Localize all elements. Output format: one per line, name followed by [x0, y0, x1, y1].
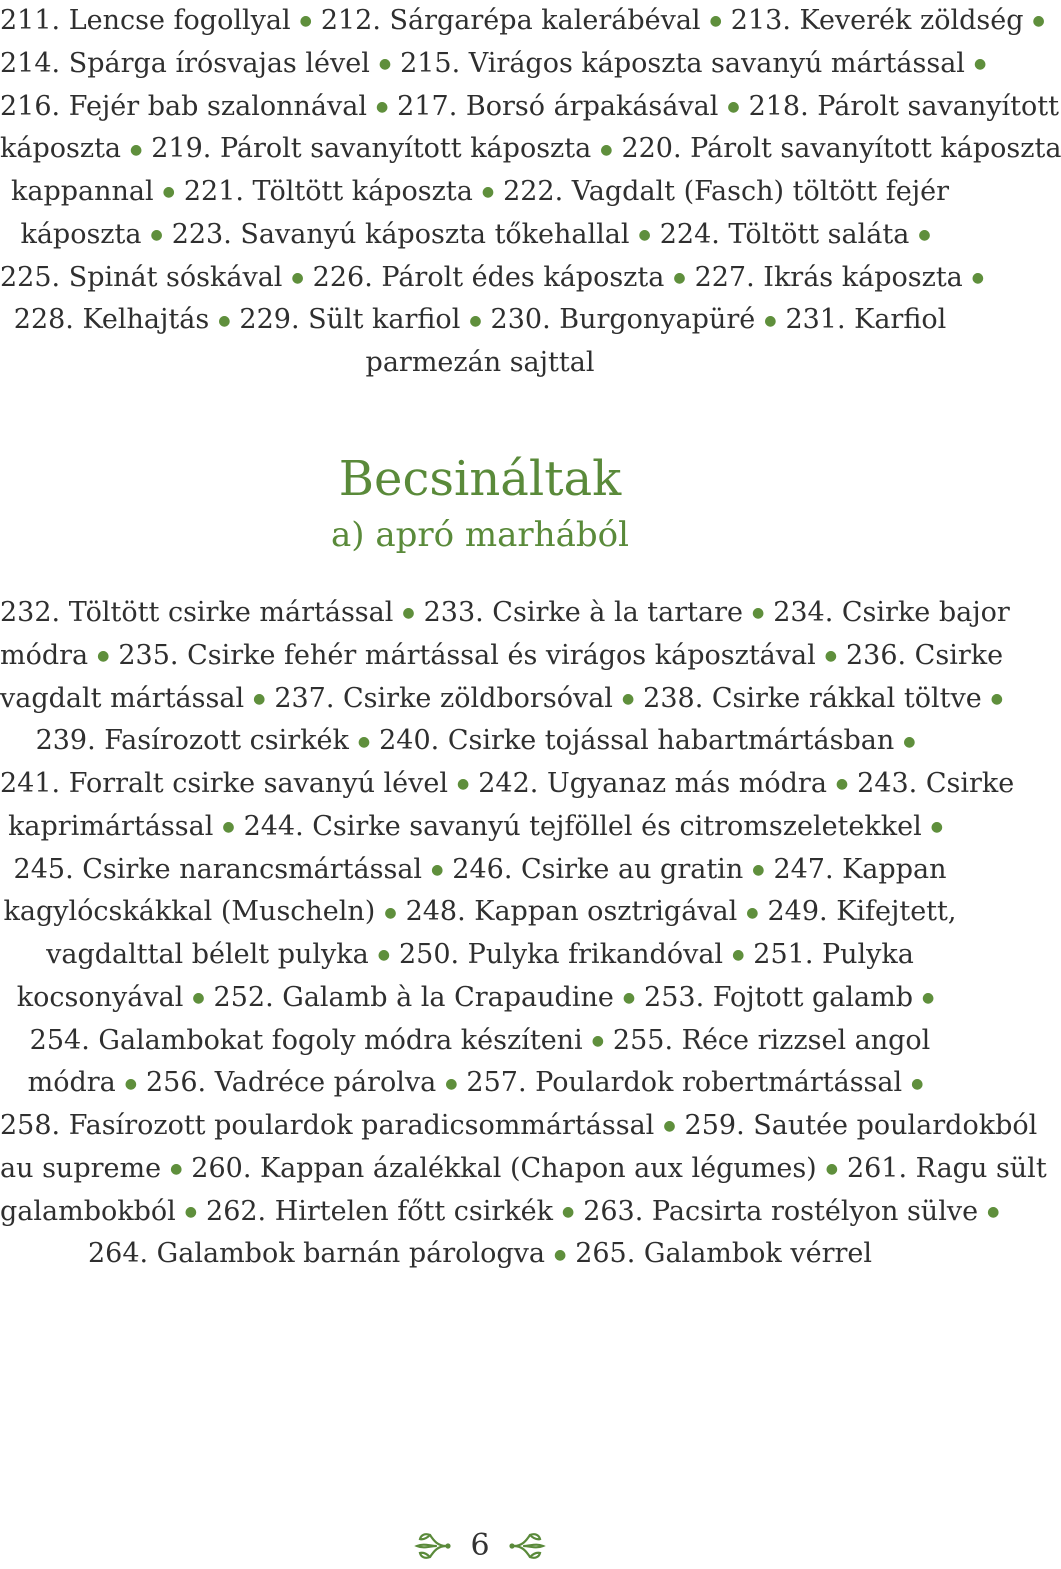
recipe-entry: 232. Töltött csirke mártással	[0, 597, 394, 628]
recipe-entry: kagylócskákkal (Muscheln)	[3, 896, 376, 928]
text-line	[0, 592, 1010, 635]
bullet-separator: ●	[600, 141, 613, 158]
page-footer	[0, 1524, 960, 1568]
recipe-entry: 249. Kifejtett,	[767, 896, 957, 928]
bullet-separator: ●	[192, 990, 205, 1006]
bullet-separator: ●	[170, 1161, 183, 1177]
recipe-entry: 241. Forralt csirke savanyú lével	[0, 768, 449, 799]
bullet-separator: ●	[222, 819, 235, 835]
recipe-entry: au supreme	[0, 1152, 162, 1184]
bullet-separator: ●	[150, 227, 163, 243]
text-line	[0, 806, 960, 849]
bullet-separator: ●	[709, 13, 722, 30]
recipe-list-bottom	[0, 592, 1047, 1276]
recipe-entry: 217. Borsó árpakásával	[397, 90, 719, 122]
text-line	[0, 1105, 1038, 1148]
bullet-separator: ●	[903, 733, 916, 750]
text-line	[0, 128, 1061, 171]
recipe-entry: 263. Pacsirta rostélyon sülve	[583, 1195, 979, 1227]
bullet-separator: ●	[746, 904, 759, 921]
recipe-entry: 238. Csirke rákkal töltve	[643, 682, 982, 714]
leaf-ornament-right-icon	[508, 1529, 548, 1563]
text-line	[0, 214, 960, 257]
bullet-separator: ●	[622, 990, 636, 1006]
text-line	[0, 1062, 960, 1105]
bullet-separator: ●	[824, 648, 837, 664]
bullet-separator: ●	[218, 312, 231, 329]
recipe-entry: 215. Virágos káposzta savanyú mártással	[400, 47, 965, 79]
recipe-entry: 222. Vagdalt (Fasch) töltött fejér	[503, 176, 949, 207]
recipe-entry: 265. Galambok vérrel	[575, 1238, 873, 1270]
recipe-entry: kocsonyával	[16, 981, 184, 1013]
bullet-separator: ●	[835, 776, 849, 793]
recipe-entry: parmezán sajttal	[365, 347, 595, 378]
bullet-separator: ●	[1032, 13, 1045, 30]
bullet-separator: ●	[930, 819, 943, 835]
bullet-separator: ●	[663, 1118, 676, 1135]
bullet-separator: ●	[553, 1246, 567, 1263]
bullet-separator: ●	[561, 1203, 575, 1220]
bullet-separator: ●	[291, 269, 304, 286]
leaf-ornament-left-icon	[412, 1529, 452, 1563]
bullet-separator: ●	[357, 733, 371, 750]
bullet-separator: ●	[130, 141, 143, 158]
text-line	[0, 171, 960, 214]
recipe-entry: 228. Kelhajtás	[13, 304, 210, 336]
recipe-entry: vagdalt mártással	[0, 682, 245, 714]
recipe-entry: 259. Sautée poulardokból	[684, 1110, 1038, 1141]
bullet-separator: ●	[469, 312, 482, 329]
recipe-entry: 258. Fasírozott poulardok paradicsommártással	[0, 1110, 655, 1141]
bullet-separator: ●	[990, 690, 1003, 707]
recipe-entry: 216. Fejér bab szalonnával	[0, 90, 367, 122]
recipe-entry: 264. Galambok barnán párologva	[87, 1238, 545, 1270]
recipe-entry: 261. Ragu sült	[846, 1152, 1047, 1184]
text-line	[0, 635, 1004, 678]
section-title: Becsináltak	[338, 451, 622, 507]
bullet-separator: ●	[987, 1203, 1000, 1220]
recipe-entry: 212. Sárgarépa kalerábéval	[320, 5, 701, 36]
text-line	[0, 257, 984, 300]
bullet-separator: ●	[299, 13, 312, 30]
bullet-separator: ●	[922, 990, 935, 1006]
bullet-separator: ●	[673, 269, 686, 286]
recipe-entry: 244. Csirke savanyú tejföllel és citromszeletekkel	[243, 810, 922, 842]
recipe-list-top	[0, 0, 1061, 385]
bullet-separator: ●	[727, 98, 740, 115]
recipe-entry: 236. Csirke	[845, 639, 1004, 671]
text-line	[0, 342, 960, 385]
recipe-entry: 254. Galambokat fogoly módra készíteni	[29, 1024, 583, 1056]
recipe-entry: 256. Vadréce párolva	[146, 1067, 437, 1099]
recipe-entry: 245. Csirke narancsmártással	[13, 853, 423, 885]
recipe-entry: 260. Kappan ázalékkal (Chapon aux légumes)	[191, 1152, 817, 1184]
bullet-separator: ●	[377, 947, 390, 964]
recipe-entry: 237. Csirke zöldborsóval	[274, 682, 613, 714]
text-line	[0, 1148, 1047, 1191]
bullet-separator: ●	[732, 947, 745, 964]
bullet-separator: ●	[751, 605, 765, 622]
recipe-entry: 246. Csirke au gratin	[452, 853, 744, 885]
recipe-entry: 239. Fasírozott csirkék	[35, 725, 349, 757]
recipe-entry: 226. Párolt édes káposzta	[312, 261, 665, 293]
recipe-entry: 257. Poulardok robertmártással	[466, 1067, 903, 1099]
bullet-separator: ●	[457, 776, 470, 793]
text-line	[0, 720, 960, 763]
bullet-separator: ●	[375, 98, 389, 115]
recipe-entry: 240. Csirke tojással habartmártásban	[379, 725, 895, 757]
bullet-separator: ●	[402, 605, 415, 622]
text-line	[0, 1020, 960, 1063]
recipe-entry: 227. Ikrás káposzta	[694, 261, 963, 293]
recipe-entry: 252. Galamb à la Crapaudine	[213, 981, 614, 1013]
recipe-entry: 218. Párolt savanyított	[748, 90, 1059, 122]
recipe-entry: galambokból	[0, 1195, 176, 1227]
recipe-entry: 231. Karfiol	[785, 304, 947, 336]
recipe-entry: kappannal	[11, 176, 154, 207]
bullet-separator: ●	[253, 690, 266, 707]
recipe-entry: kaprimártással	[8, 810, 214, 842]
recipe-entry: vagdalttal bélelt pulyka	[46, 939, 369, 970]
bullet-separator: ●	[97, 648, 110, 664]
recipe-entry: 242. Ugyanaz más módra	[478, 768, 827, 799]
bullet-separator: ●	[621, 690, 635, 707]
bullet-separator: ●	[481, 184, 495, 201]
recipe-entry: 224. Töltött saláta	[659, 218, 910, 250]
bullet-separator: ●	[973, 56, 987, 72]
recipe-entry: 247. Kappan	[773, 853, 947, 885]
text-line	[0, 0, 1045, 43]
bullet-separator: ●	[764, 312, 777, 329]
recipe-entry: 255. Réce rizzsel angol	[612, 1024, 931, 1056]
text-line	[0, 1191, 1000, 1234]
recipe-entry: 223. Savanyú káposzta tőkehallal	[171, 218, 630, 250]
text-line	[0, 763, 1015, 806]
recipe-entry: 221. Töltött káposzta	[183, 176, 473, 207]
recipe-entry: 230. Burgonyapüré	[490, 304, 756, 336]
bullet-separator: ●	[752, 861, 765, 878]
text-line	[0, 934, 960, 977]
bullet-separator: ●	[431, 861, 444, 878]
bullet-separator: ●	[124, 1075, 137, 1092]
recipe-entry: 253. Fojtott galamb	[644, 981, 914, 1013]
recipe-entry: 220. Párolt savanyított káposzta	[621, 133, 1061, 165]
recipe-entry: 233. Csirke à la tartare	[423, 597, 743, 628]
bullet-separator: ●	[638, 227, 651, 243]
section-subtitle: a) apró marhából	[331, 515, 629, 555]
bullet-separator: ●	[591, 1032, 604, 1049]
text-line	[0, 86, 1059, 129]
bullet-separator: ●	[384, 904, 397, 921]
recipe-entry: káposzta	[0, 133, 122, 165]
text-line	[0, 43, 987, 86]
page-number: 6	[470, 1528, 490, 1563]
bullet-separator: ●	[971, 269, 984, 286]
bullet-separator: ●	[378, 56, 392, 72]
recipe-entry: 214. Spárga írósvajas lével	[0, 47, 370, 79]
recipe-entry: 229. Sült karfiol	[239, 304, 461, 336]
bullet-separator: ●	[162, 184, 175, 201]
recipe-entry: 248. Kappan osztrigával	[405, 896, 738, 928]
recipe-entry: 225. Spinát sóskával	[0, 261, 283, 293]
bullet-separator: ●	[825, 1161, 838, 1177]
recipe-entry: 213. Keverék zöldség	[730, 5, 1024, 36]
recipe-entry: 211. Lencse fogollyal	[0, 5, 291, 36]
recipe-entry: módra	[0, 639, 89, 671]
text-line	[0, 1233, 960, 1276]
recipe-entry: káposzta	[20, 218, 142, 250]
recipe-entry: 234. Csirke bajor	[773, 597, 1010, 628]
bullet-separator: ●	[918, 227, 931, 243]
text-line	[0, 849, 960, 892]
text-line	[0, 891, 960, 934]
text-line	[0, 299, 960, 342]
recipe-entry: 262. Hirtelen főtt csirkék	[206, 1195, 553, 1227]
recipe-entry: 219. Párolt savanyított káposzta	[151, 133, 592, 165]
bullet-separator: ●	[184, 1203, 198, 1220]
recipe-entry: 235. Csirke fehér mártással és virágos káposztával	[118, 639, 816, 671]
recipe-entry: 250. Pulyka frikandóval	[398, 939, 724, 970]
bullet-separator: ●	[911, 1075, 924, 1092]
text-line	[0, 977, 960, 1020]
bullet-separator: ●	[445, 1075, 458, 1092]
recipe-entry: módra	[27, 1067, 116, 1099]
recipe-entry: 251. Pulyka	[753, 939, 914, 970]
recipe-entry: 243. Csirke	[857, 768, 1015, 799]
text-line	[0, 678, 1003, 721]
